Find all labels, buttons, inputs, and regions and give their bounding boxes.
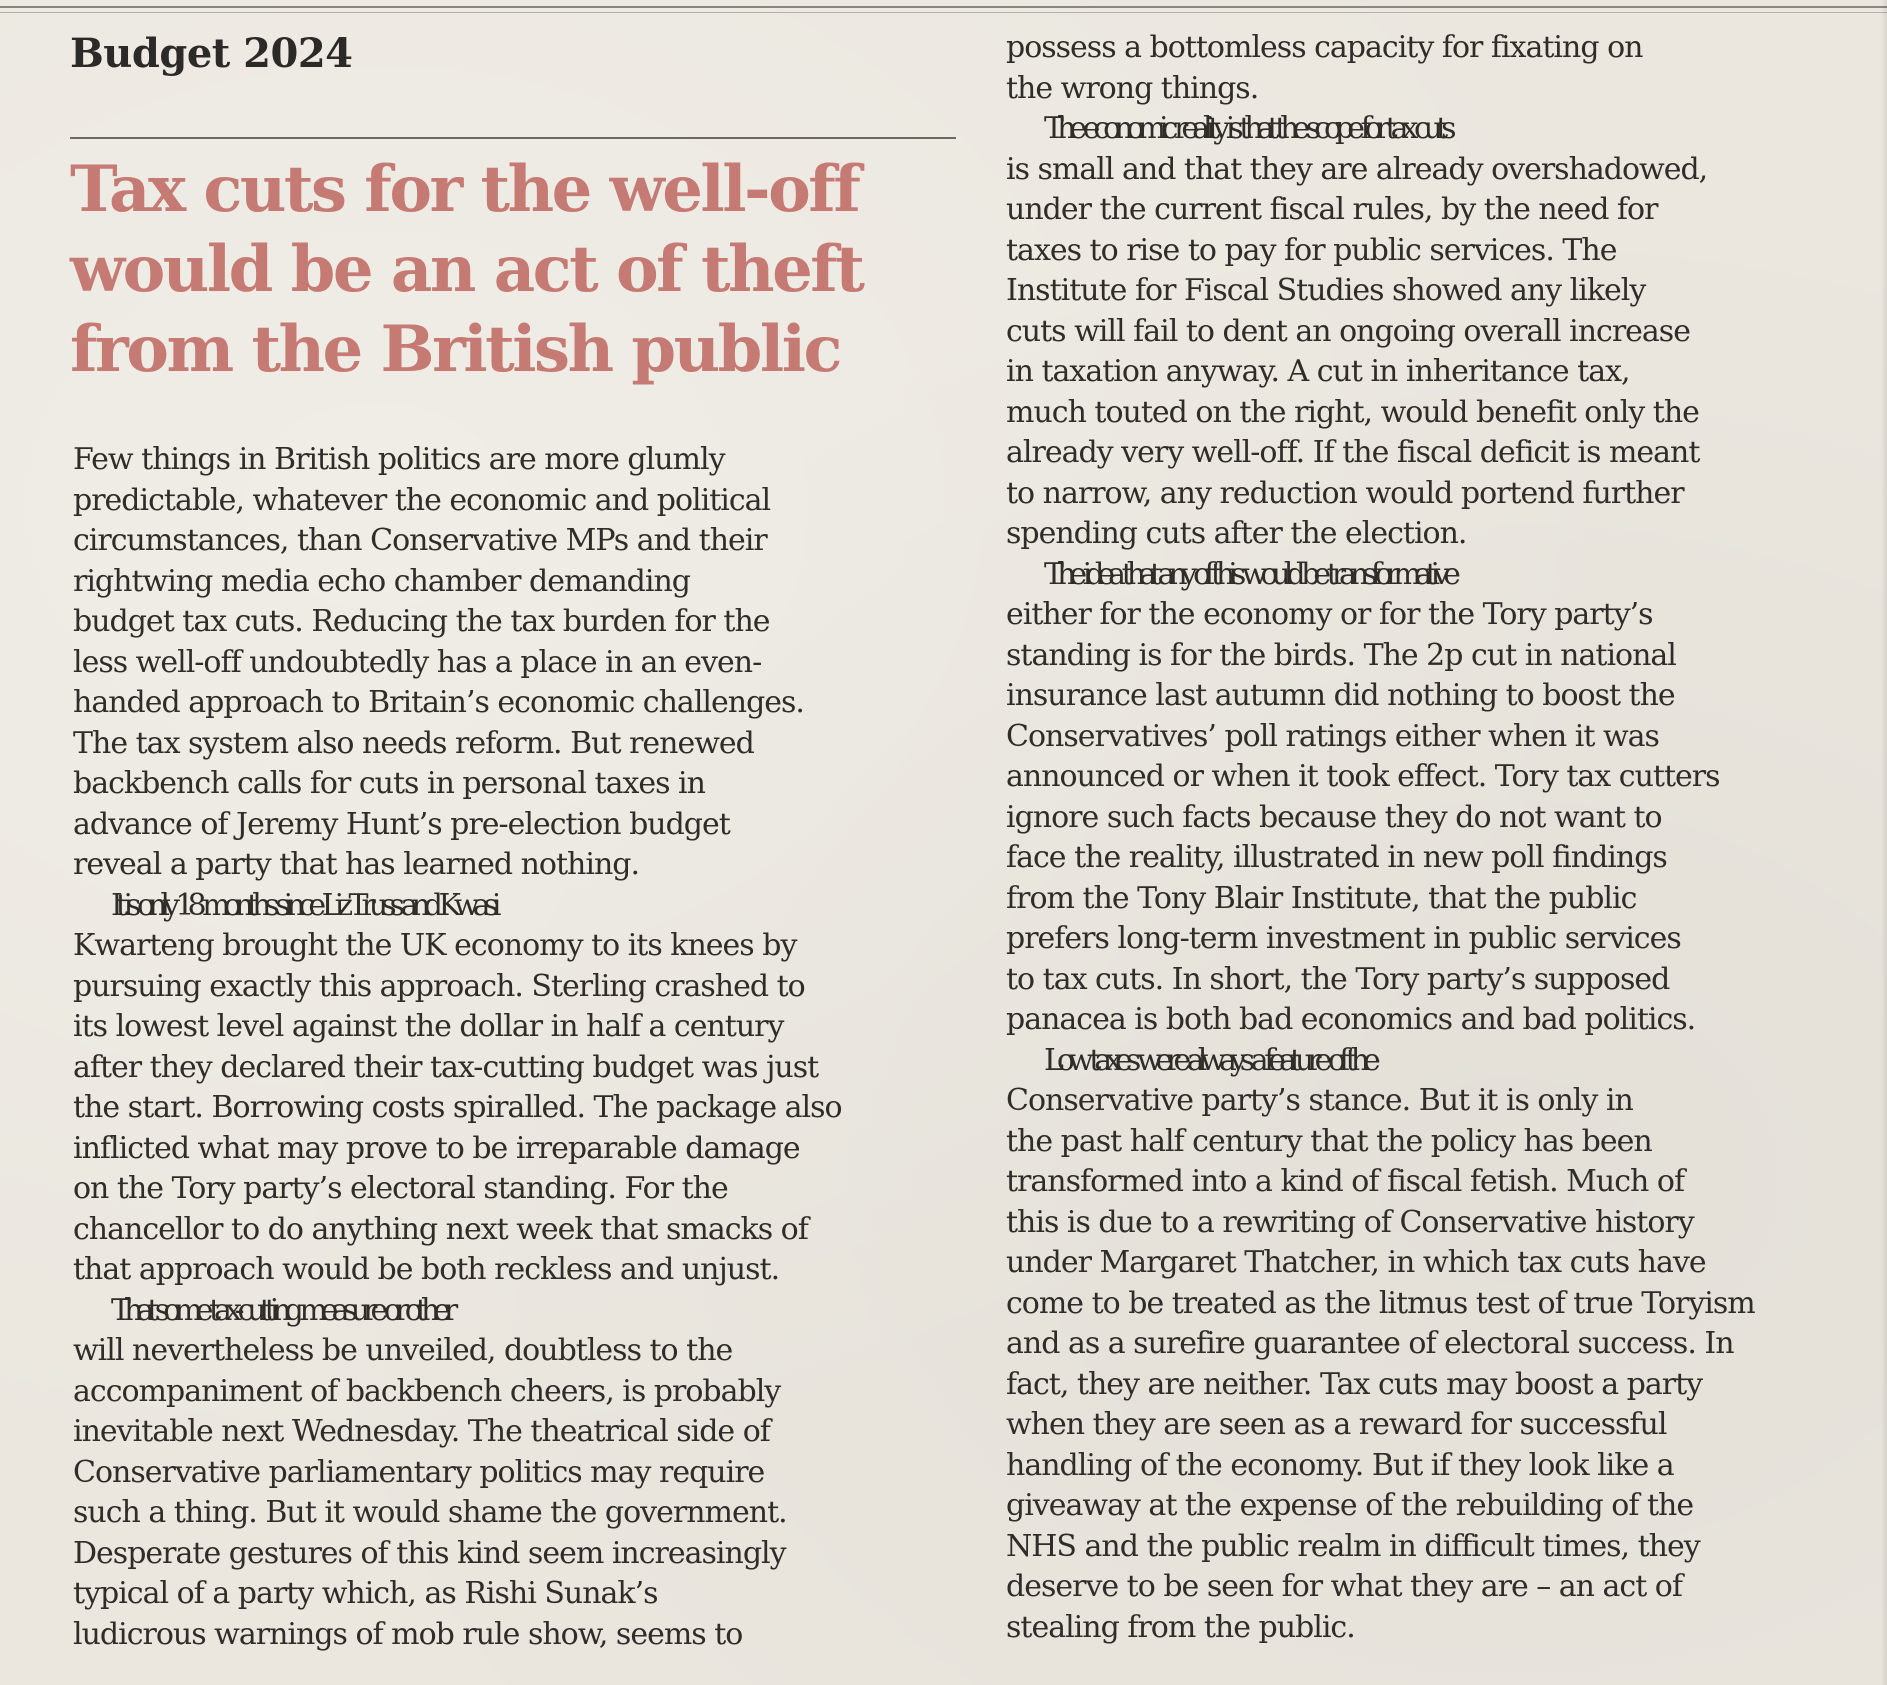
body-column-left xyxy=(73,440,933,1655)
headline-line: Tax cuts for the well-off xyxy=(70,152,859,227)
text-line: its lowest level against the dollar in half a century xyxy=(73,1009,784,1044)
text-line: come to be treated as the litmus test of true Toryism xyxy=(1006,1285,1755,1321)
text-line: ludicrous warnings of mob rule show, seems to xyxy=(73,1616,743,1652)
text-line: Conservative parliamentary politics may require xyxy=(73,1454,765,1490)
text-line: NHS and the public realm in difficult times, they xyxy=(1006,1528,1700,1564)
text-line: inevitable next Wednesday. The theatrical side of xyxy=(73,1414,770,1449)
text-line: accompaniment of backbench cheers, is probably xyxy=(73,1373,781,1409)
text-line: such a thing. But it would shame the government. xyxy=(73,1495,787,1530)
text-line: insurance last autumn did nothing to boost the xyxy=(1006,678,1675,713)
text-line: that approach would be both reckless and unjust. xyxy=(73,1252,780,1287)
text-line: Kwarteng brought the UK economy to its knees by xyxy=(73,928,797,963)
article-paragraph xyxy=(1006,1041,1876,1649)
page-edge-shadow xyxy=(1881,0,1887,1685)
text-line: cuts will fail to dent an ongoing overall increase xyxy=(1006,313,1690,349)
text-line: chancellor to do anything next week that smacks of xyxy=(73,1211,808,1247)
text-line: typical of a party which, as Rishi Sunak’s xyxy=(73,1576,658,1611)
text-line: either for the economy or for the Tory party’s xyxy=(1006,597,1653,632)
text-line: much touted on the right, would benefit only the xyxy=(1006,394,1699,430)
text-line: standing is for the birds. The 2p cut in national xyxy=(1006,637,1676,673)
text-line: possess a bottomless capacity for fixating on xyxy=(1006,30,1643,65)
text-line: handling of the economy. But if they look like a xyxy=(1006,1447,1674,1483)
text-line: the wrong things. xyxy=(1006,70,1259,106)
text-line: announced or when it took effect. Tory tax cutters xyxy=(1006,759,1720,794)
text-line: It is only 18 months since Liz Truss and Kwasi xyxy=(111,887,495,923)
text-line: spending cuts after the election. xyxy=(1006,516,1467,551)
text-line: handed approach to Britain’s economic challenges. xyxy=(73,685,804,720)
article-paragraph xyxy=(73,886,933,1291)
text-line: Low taxes were always a feature of the xyxy=(1044,1042,1374,1078)
headline-line: would be an act of theft xyxy=(70,232,863,307)
article-paragraph xyxy=(1006,109,1876,555)
text-line: taxes to rise to pay for public services. The xyxy=(1006,232,1617,268)
text-line: The idea that any of this would be transformative xyxy=(1044,556,1454,592)
text-line: transformed into a kind of fiscal fetish. Much of xyxy=(1006,1164,1685,1199)
text-line: will nevertheless be unveiled, doubtless to the xyxy=(73,1333,733,1368)
headline-line: from the British public xyxy=(70,312,840,387)
section-label: Budget 2024 xyxy=(70,30,353,77)
text-line: Conservatives’ poll ratings either when it was xyxy=(1006,718,1659,754)
article-paragraph xyxy=(1006,28,1876,109)
top-rule-thin xyxy=(0,12,1887,13)
text-line: backbench calls for cuts in personal taxes in xyxy=(73,766,705,801)
article-paragraph xyxy=(1006,555,1876,1041)
headline xyxy=(70,150,970,390)
section-divider xyxy=(70,137,956,139)
text-line: on the Tory party’s electoral standing. For the xyxy=(73,1171,728,1206)
text-line: under the current fiscal rules, by the need for xyxy=(1006,192,1658,227)
text-line: pursuing exactly this approach. Sterling crashed to xyxy=(73,968,805,1004)
text-line: That some tax-cutting measure or other xyxy=(111,1292,452,1328)
text-line: after they declared their tax-cutting budget was just xyxy=(73,1049,819,1085)
text-line: circumstances, than Conservative MPs and their xyxy=(73,523,767,558)
text-line: to narrow, any reduction would portend further xyxy=(1006,475,1684,511)
text-line: panacea is both bad economics and bad politics. xyxy=(1006,1002,1696,1037)
text-line: from the Tony Blair Institute, that the public xyxy=(1006,880,1637,916)
text-line: ignore such facts because they do not want to xyxy=(1006,799,1662,835)
text-line: to tax cuts. In short, the Tory party’s supposed xyxy=(1006,961,1670,997)
text-line: rightwing media echo chamber demanding xyxy=(73,563,690,599)
text-line: fact, they are neither. Tax cuts may boost a party xyxy=(1006,1366,1703,1402)
article-paragraph xyxy=(73,1291,933,1656)
text-line: Institute for Fiscal Studies showed any likely xyxy=(1006,273,1646,308)
text-line: face the reality, illustrated in new poll findings xyxy=(1006,840,1667,875)
text-line: deserve to be seen for what they are – an act of xyxy=(1006,1569,1682,1604)
text-line: giveaway at the expense of the rebuilding of the xyxy=(1006,1488,1694,1523)
text-line: Conservative party’s stance. But it is only in xyxy=(1006,1083,1633,1118)
text-line: The economic reality is that the scope for tax cuts xyxy=(1044,111,1450,146)
article-paragraph xyxy=(73,440,933,886)
text-line: stealing from the public. xyxy=(1006,1609,1355,1645)
text-line: and as a surefire guarantee of electoral success. In xyxy=(1006,1326,1734,1361)
text-line: advance of Jeremy Hunt’s pre-election budget xyxy=(73,806,730,842)
text-line: predictable, whatever the economic and political xyxy=(73,482,771,518)
text-line: already very well-off. If the fiscal deficit is meant xyxy=(1006,435,1700,470)
text-line: less well-off undoubtedly has a place in an even- xyxy=(73,644,762,680)
text-line: Desperate gestures of this kind seem increasingly xyxy=(73,1535,786,1571)
text-line: budget tax cuts. Reducing the tax burden for the xyxy=(73,604,770,639)
text-line: the past half century that the policy has been xyxy=(1006,1123,1652,1159)
text-line: when they are seen as a reward for successful xyxy=(1006,1407,1667,1442)
text-line: is small and that they are already overshadowed, xyxy=(1006,151,1708,187)
text-line: inflicted what may prove to be irreparable damage xyxy=(73,1130,800,1166)
text-line: in taxation anyway. A cut in inheritance tax, xyxy=(1006,354,1630,389)
text-line: The tax system also needs reform. But renewed xyxy=(73,725,754,761)
text-line: under Margaret Thatcher, in which tax cuts have xyxy=(1006,1245,1706,1280)
text-line: Few things in British politics are more glumly xyxy=(73,442,725,477)
text-line: this is due to a rewriting of Conservative history xyxy=(1006,1204,1694,1240)
text-line: reveal a party that has learned nothing. xyxy=(73,847,640,882)
body-column-right xyxy=(1006,28,1876,1648)
top-rule xyxy=(0,6,1887,8)
text-line: the start. Borrowing costs spiralled. The package also xyxy=(73,1090,842,1125)
text-line: prefers long-term investment in public services xyxy=(1006,921,1681,956)
